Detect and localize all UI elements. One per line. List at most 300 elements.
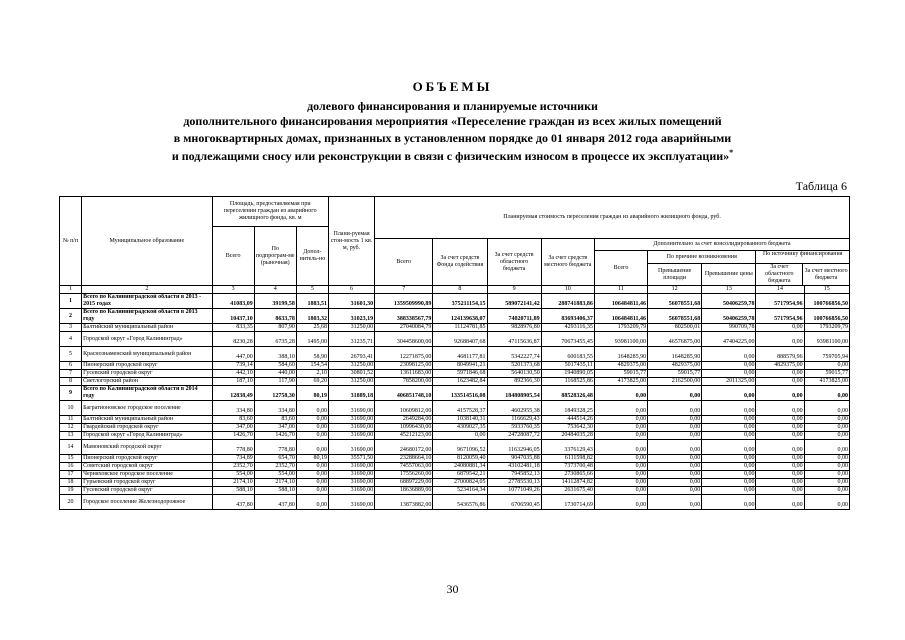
table-cell: 5234164,34 [433,487,487,495]
column-number: 9 [487,286,541,294]
title-line-4: в многоквартирных домах, признанных в установленном порядке до 01 января 2012 года аварийными [173,131,732,145]
table-cell: 70673455,45 [541,332,594,347]
title-line-5-text: и подлежащими сносу или реконструкции в связи с физическим износом в процессе их эксплуатации» [171,149,730,163]
column-number: 7 [375,286,433,294]
table-cell: 0,00 [702,479,756,487]
table-cell: 0,00 [804,479,849,487]
table-cell: 334,80 [212,401,254,416]
table-cell: 5436576,86 [433,495,487,510]
row-number: 17 [60,471,82,479]
table-cell: 47404225,00 [702,332,756,347]
table-cell: 31690,00 [328,495,374,510]
table-cell: 133514516,08 [433,386,487,401]
table-cell: 26793,41 [328,347,374,362]
table-cell: 759705,94 [804,347,849,362]
table-cell: 0,00 [756,378,804,386]
table-cell: 4173825,00 [594,378,647,386]
column-number: 6 [328,286,374,294]
table-cell: 12758,30 [254,386,296,401]
table-cell: 5017435,11 [541,362,594,370]
table-cell: 23288664,10 [375,455,433,463]
table-cell: 24728087,72 [487,432,541,440]
column-number: 5 [296,286,328,294]
table-cell: 0,00 [296,479,328,487]
table-cell: 59015,77 [594,370,647,378]
table-cell: 59015,77 [804,370,849,378]
table-cell: 68897229,00 [375,479,433,487]
table-cell: 69,20 [296,378,328,386]
row-number: 14 [60,440,82,455]
municipality-name: Гвардейский городской округ [82,424,212,432]
table-cell: 0,00 [594,401,647,416]
table-cell: 24080881,34 [433,463,487,471]
municipality-name: Городское поселение Железнодорожное [82,495,212,510]
row-number: 7 [60,370,82,378]
table-cell: 56078551,68 [648,294,702,309]
table-cell: 654,70 [254,455,296,463]
table-cell: 334,80 [254,401,296,416]
header-extra-total: Всего [594,251,647,286]
row-number: 1 [60,294,82,309]
table-cell: 20484035,28 [541,432,594,440]
table-cell: 31250,00 [328,362,374,370]
header-area-add: Допол-нитель-но [296,227,328,286]
table-cell: 6735,28 [254,332,296,347]
header-local: За счет средств местного бюджета [541,239,594,286]
table-cell: 0,00 [296,401,328,416]
table-cell: 0,00 [296,495,328,510]
table-cell: 778,80 [212,440,254,455]
header-excess-price: Превышение цены [704,271,753,277]
table-cell: 4173825,00 [804,378,849,386]
table-cell: 74557063,00 [375,463,433,471]
table-cell: 24680172,00 [375,440,433,455]
table-cell: 444514,26 [541,416,594,424]
table-cell: 347,00 [254,424,296,432]
table-cell: 8120059,40 [433,455,487,463]
table-cell: 406851748,10 [375,386,433,401]
column-number: 11 [594,286,647,294]
table-cell: 0,00 [702,401,756,416]
table-cell: 4309027,35 [433,424,487,432]
table-cell: 27000824,05 [433,479,487,487]
table-cell: 0,00 [756,495,804,510]
table-cell: 14112874,82 [541,479,594,487]
table-row [60,495,850,510]
table-cell: 1426,70 [254,432,296,440]
table-cell: 27785530,13 [487,479,541,487]
header-regional: За счет средств областного бюджета [487,239,541,286]
row-number: 13 [60,432,82,440]
header-mo: Муниципальное образование [82,197,212,286]
table-cell: 47115636,87 [487,332,541,347]
header-excess-area: Превышение площади [648,264,702,285]
table-cell: 0,00 [702,440,756,455]
table-cell: 1803,32 [296,309,328,324]
table-cell: 83693406,37 [541,309,594,324]
table-cell: 83,60 [254,416,296,424]
table-cell: 440,00 [254,370,296,378]
table-cell: 0,00 [702,347,756,362]
table-cell: 0,00 [648,471,702,479]
page-number: 30 [446,582,459,596]
table-cell: 10609812,00 [375,401,433,416]
table-cell: 187,10 [212,378,254,386]
table-cell: 2174,10 [212,479,254,487]
table-cell: 13873882,00 [375,495,433,510]
column-number: 10 [541,286,594,294]
title-line-3: дополнительного финансирования мероприятия «Переселение граждан из всех жилых помещений [183,114,722,128]
table-cell: 0,00 [594,471,647,479]
table-cell: 0,00 [648,487,702,495]
table-cell: 6879542,21 [433,471,487,479]
table-cell: 1038140,31 [433,416,487,424]
table-cell: 0,00 [433,432,487,440]
table-cell: 0,00 [804,386,849,401]
column-number: 15 [804,286,849,294]
table-cell: 2649284,00 [375,416,433,424]
table-cell: 10996430,00 [375,424,433,432]
municipality-name: Мамоновский городской округ [82,440,212,455]
table-cell: 0,00 [756,440,804,455]
table-cell: 88528326,48 [541,386,594,401]
table-cell: 13611683,00 [375,370,433,378]
table-cell: 93981100,00 [804,332,849,347]
table-row [60,440,850,455]
table-cell: 1426,70 [212,432,254,440]
header-extra-group: Дополнительно за счет консолидированного бюджета [594,239,849,251]
table-cell: 11632946,05 [487,440,541,455]
table-cell: 0,00 [648,495,702,510]
table-cell: 10437,10 [212,309,254,324]
table-cell: 31690,00 [328,471,374,479]
table-cell: 0,00 [756,463,804,471]
header-area-total: Всего [212,227,254,286]
table-body [60,294,850,510]
table-cell: 7945852,13 [487,471,541,479]
row-number: 12 [60,424,82,432]
table-cell: 778,80 [254,440,296,455]
header-src-local: За счет местного бюджета [804,267,848,281]
table-cell: 0,00 [702,424,756,432]
table-cell: 0,00 [804,455,849,463]
table-cell: 31690,00 [328,440,374,455]
table-row [60,370,850,378]
table-cell: 0,00 [594,463,647,471]
table-cell: 1495,00 [296,332,328,347]
title-line-2: долевого финансирования и планируемые источники [307,99,598,113]
table-cell: 0,00 [296,432,328,440]
table-cell: 154,54 [296,362,328,370]
table-row [60,324,850,332]
table-cell: 106484811,46 [594,309,647,324]
table-cell: 106484811,46 [594,294,647,309]
header-price: Плани-руемая стои-мость 1 кв. м, руб. [328,197,374,286]
table-cell: 554,00 [212,471,254,479]
row-number: 9 [60,386,82,401]
table-cell: 447,00 [212,347,254,362]
table-row [60,471,850,479]
column-number-row [60,286,850,294]
table-cell: 117,90 [254,378,296,386]
table-cell: 584,60 [254,362,296,370]
table-cell: 0,00 [594,416,647,424]
table-cell: 1359509990,89 [375,294,433,309]
table-cell: 807,90 [254,324,296,332]
table-cell: 4829375,00 [756,362,804,370]
row-number: 18 [60,479,82,487]
municipality-name: Гусевский городской округ [82,370,212,378]
table-cell: 18636889,00 [375,487,433,495]
column-number: 1 [60,286,82,294]
table-cell: 39199,58 [254,294,296,309]
row-number: 20 [60,495,82,510]
table-cell: 589072141,42 [487,294,541,309]
table-cell: 41083,09 [212,294,254,309]
table-cell: 1730714,69 [541,495,594,510]
table-cell: 5201373,68 [487,362,541,370]
table-cell: 0,00 [804,416,849,424]
table-row [60,455,850,463]
table-cell: 0,00 [594,487,647,495]
table-cell: 554,00 [254,471,296,479]
table-row [60,432,850,440]
table-cell: 1793209,79 [804,324,849,332]
table-cell: 31023,19 [328,309,374,324]
table-cell: 1623482,84 [433,378,487,386]
table-cell: 0,00 [648,479,702,487]
table-cell: 56078551,68 [648,309,702,324]
table-cell: 43102481,18 [487,463,541,471]
table-cell: 0,00 [648,455,702,463]
header-reason-cell [648,251,756,286]
table-row [60,416,850,424]
table-cell: 1648285,90 [648,347,702,362]
table-cell: 0,00 [702,386,756,401]
table-cell: 8633,78 [254,309,296,324]
table-cell: 388,10 [254,347,296,362]
table-cell: 0,00 [804,440,849,455]
table-cell: 0,00 [756,332,804,347]
table-cell: 31690,00 [328,479,374,487]
table-cell: 0,00 [296,471,328,479]
table-row [60,347,850,362]
header-num: № п/п [60,197,82,286]
table-cell: 2352,70 [254,463,296,471]
table-cell: 50406259,78 [702,309,756,324]
municipality-name: Балтийский муниципальный район [82,324,212,332]
row-number: 10 [60,401,82,416]
table-row [60,378,850,386]
table-cell: 50406259,78 [702,294,756,309]
table-label: Таблица 6 [795,179,847,193]
title-line-5 [0,148,905,164]
table-cell: 442,10 [212,370,254,378]
table-cell: 0,00 [756,487,804,495]
row-number: 2 [60,309,82,324]
table-row [60,401,850,416]
table-row [60,294,850,309]
table-cell: 0,00 [594,386,647,401]
table-cell: 739,14 [212,362,254,370]
table-cell: 31601,30 [328,294,374,309]
table-cell: 0,00 [804,432,849,440]
municipality-name: Черняховское городское поселение [82,471,212,479]
municipality-name: Гурьевский городской округ [82,479,212,487]
table-cell: 0,00 [594,440,647,455]
table-cell: 0,00 [756,471,804,479]
table-cell: 30801,52 [328,370,374,378]
table-cell: 0,00 [594,455,647,463]
table-row [60,487,850,495]
table-row [60,424,850,432]
municipality-name: Пионерский городской округ [82,455,212,463]
table-cell: 437,80 [212,495,254,510]
table-cell: 5717954,96 [756,309,804,324]
header-src-regional: За счет областного бюджета [756,264,803,285]
table-cell: 0,00 [702,370,756,378]
table-cell: 734,89 [212,455,254,463]
table-cell: 4829375,00 [648,362,702,370]
table-cell: 31250,00 [328,324,374,332]
table-cell: 5971846,68 [433,370,487,378]
table-cell: 6111598,82 [541,455,594,463]
municipality-name: Всего по Калининградской области в 2014 году [82,386,212,401]
row-number: 15 [60,455,82,463]
table-cell: 437,80 [254,495,296,510]
table-cell: 802500,01 [648,324,702,332]
table-cell: 9671096,52 [433,440,487,455]
table-cell: 4602955,38 [487,401,541,416]
table-cell: 1648285,90 [594,347,647,362]
column-number: 12 [648,286,702,294]
column-number: 14 [756,286,804,294]
table-cell: 2,10 [296,370,328,378]
header-reason-group: По причине возникновения [648,251,755,264]
table-cell: 990709,78 [702,324,756,332]
table-cell: 0,00 [594,424,647,432]
table-cell: 46576875,00 [648,332,702,347]
table-row [60,479,850,487]
table-cell: 588,10 [254,487,296,495]
table-cell: 0,00 [702,362,756,370]
table-row [60,332,850,347]
table-cell: 0,00 [296,424,328,432]
title-heading: ОБЪЕМЫ [412,79,493,94]
table-cell: 80,19 [296,455,328,463]
table-cell: 0,00 [702,487,756,495]
municipality-name: Всего по Калининградской области в 2013 году [82,309,212,324]
column-number: 4 [254,286,296,294]
table-cell: 1849328,25 [541,401,594,416]
table-cell: 0,00 [648,440,702,455]
column-number: 3 [212,286,254,294]
table-cell: 5933760,35 [487,424,541,432]
row-number: 8 [60,378,82,386]
table-cell: 31690,00 [328,401,374,416]
table-row [60,386,850,401]
table-cell: 31690,00 [328,463,374,471]
table-cell: 0,00 [702,471,756,479]
table-cell: 7373700,48 [541,463,594,471]
column-number: 2 [82,286,212,294]
table-cell: 2011325,00 [702,378,756,386]
table-cell: 0,00 [756,455,804,463]
header-source-group: По источнику финансирования [756,251,849,264]
municipality-name: Советский городской округ [82,463,212,471]
table-cell: 35571,50 [328,455,374,463]
table-cell: 0,00 [296,440,328,455]
table-cell: 0,00 [296,487,328,495]
municipality-name: Всего по Калининградской области в 2013 - 2015 годах [82,294,212,309]
row-number: 11 [60,416,82,424]
table-cell: 184808905,54 [487,386,541,401]
table-cell: 0,00 [756,416,804,424]
row-number: 4 [60,332,82,347]
table-cell: 0,00 [756,424,804,432]
header-area-group: Площадь, предоставляемая при переселении граждан из аварийного жилищного фонда, кв. м [212,197,328,227]
table-cell: 0,00 [756,324,804,332]
table-cell: 31690,00 [328,424,374,432]
table-cell: 304458600,00 [375,332,433,347]
table-cell: 100766856,50 [804,309,849,324]
table-cell: 31889,18 [328,386,374,401]
table-cell: 0,00 [702,455,756,463]
column-number: 8 [433,286,487,294]
table-cell: 7858200,00 [375,378,433,386]
table-cell: 0,00 [804,401,849,416]
table-cell: 10771049,26 [487,487,541,495]
table-cell: 0,00 [296,416,328,424]
table-cell: 25,68 [296,324,328,332]
table-cell: 2352,70 [212,463,254,471]
table-cell: 1166629,43 [487,416,541,424]
table-cell: 23098125,00 [375,362,433,370]
table-cell: 4829375,00 [594,362,647,370]
table-cell: 0,00 [594,479,647,487]
table-cell: 0,00 [804,424,849,432]
table-cell: 5717954,96 [756,294,804,309]
table-cell: 31690,00 [328,432,374,440]
municipality-name: Пионерский городской округ [82,362,212,370]
table-cell: 8049941,21 [433,362,487,370]
municipality-name: Гусевский городской округ [82,487,212,495]
table-cell: 59015,77 [648,370,702,378]
table-cell: 74020711,89 [487,309,541,324]
municipality-name: Городской округ «Город Калининград» [82,432,212,440]
table-cell: 0,00 [804,487,849,495]
header-fund: За счет средств Фонда содействия [433,239,487,286]
financing-table [59,196,850,510]
table-cell: 0,00 [756,370,804,378]
table-cell: 11124781,85 [433,324,487,332]
table-cell: 2162500,00 [648,378,702,386]
table-cell: 83,60 [212,416,254,424]
table-cell: 0,00 [804,495,849,510]
header-area-sub: По подпрограм-ме (рыночная) [254,227,296,286]
table-cell: 100766856,50 [804,294,849,309]
header-cost-total: Всего [375,239,433,286]
table-cell: 2730865,66 [541,471,594,479]
municipality-name: Багратионовское городское поселение [82,401,212,416]
row-number: 19 [60,487,82,495]
column-number: 13 [702,286,756,294]
table-cell: 0,00 [756,479,804,487]
table-cell: 0,00 [756,386,804,401]
table-cell: 0,00 [702,432,756,440]
table-cell: 124139638,07 [433,309,487,324]
row-number: 5 [60,347,82,362]
